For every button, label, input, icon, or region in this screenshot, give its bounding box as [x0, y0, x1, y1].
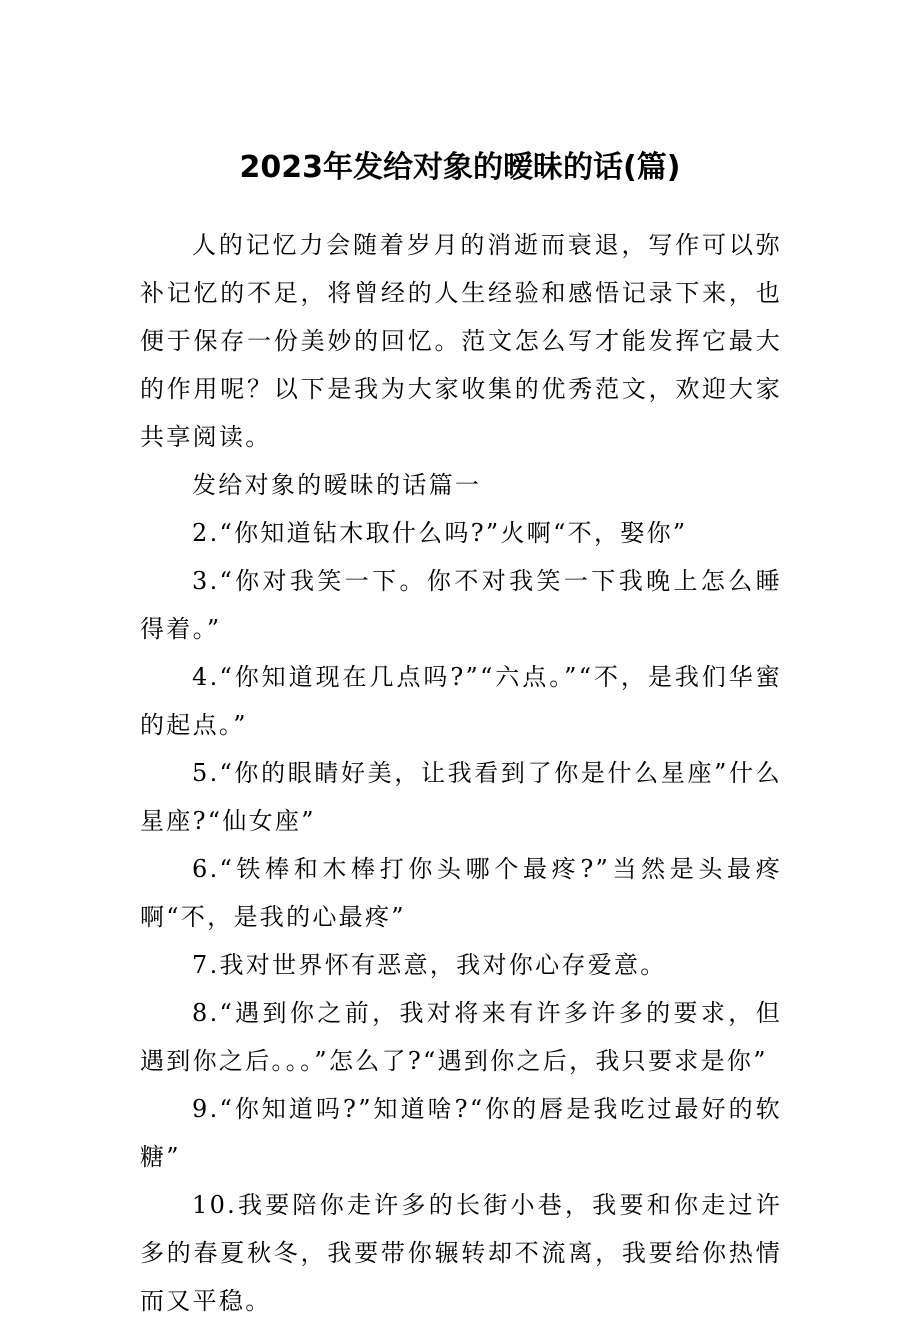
document-body [140, 221, 782, 1325]
list-item: 5.“你的眼睛好美，让我看到了你是什么星座”什么星座?“仙女座” [140, 759, 782, 835]
section-heading: 发给对象的暧昧的话篇一 [192, 471, 482, 499]
list-item: 8.“遇到你之前，我对将来有许多许多的要求，但遇到你之后。。。”怎么了?“遇到你之后，我只要求是你” [140, 999, 782, 1075]
list-item: 10.我要陪你走许多的长街小巷，我要和你走过许多的春夏秋冬，我要带你辗转却不流离，我要给你热情而又平稳。 [140, 1191, 782, 1315]
list-item: 3.“你对我笑一下。你不对我笑一下我晚上怎么睡得着。” [140, 567, 782, 643]
list-item: 9.“你知道吗?”知道啥?“你的唇是我吃过最好的软糖” [140, 1095, 782, 1171]
document-title: 2023年发给对象的暧昧的话(篇) [239, 150, 681, 185]
list-item: 2.“你知道钻木取什么吗?”火啊“不，娶你” [192, 519, 688, 547]
list-item: 6.“铁棒和木棒打你头哪个最疼?”当然是头最疼啊“不，是我的心最疼” [140, 855, 782, 931]
list-item: 4.“你知道现在几点吗?”“六点。”“不，是我们华蜜的起点。” [140, 663, 782, 739]
intro-paragraph: 人的记忆力会随着岁月的消逝而衰退，写作可以弥补记忆的不足，将曾经的人生经验和感悟记录下来，也便于保存一份美妙的回忆。范文怎么写才能发挥它最大的作用呢？以下是我为大家收集的优秀范文，欢迎大家共享阅读。 [140, 231, 782, 451]
list-item: 7.我对世界怀有恶意，我对你心存爱意。 [192, 951, 667, 979]
